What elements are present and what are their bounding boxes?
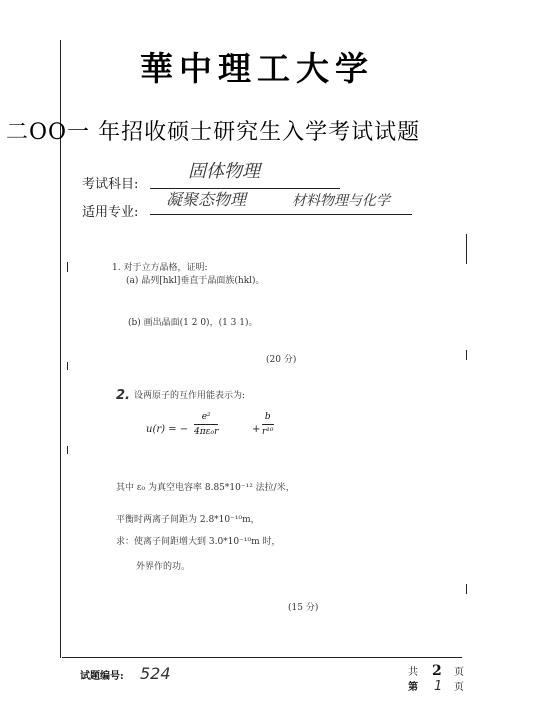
subject-underline	[150, 188, 340, 189]
bottom-border-line	[62, 657, 462, 658]
page-suffix: 页	[454, 682, 464, 693]
q2-fraction-1-denominator: 4πε₀r	[194, 427, 219, 437]
exam-code-label: 试题编号:	[80, 671, 124, 682]
q2-line-a: 其中 ε₀ 为真空电容率 8.85*10⁻¹² 法拉/米，	[116, 483, 295, 493]
university-name: 華中理工大学	[140, 49, 374, 88]
q2-fraction-1-bar	[194, 424, 218, 425]
q1-part-a: (a) 晶列[hkl]垂直于晶面族(hkl)。	[126, 276, 265, 286]
exam-title: 二OO一 年招收硕士研究生入学考试试题	[6, 120, 421, 145]
q2-formula-plus: +	[252, 424, 261, 435]
q2-line-d: 外界作的功。	[136, 562, 191, 572]
q1-points: (20 分)	[266, 355, 297, 365]
page-prefix: 第	[408, 682, 418, 693]
subject-value: 固体物理	[188, 161, 260, 182]
major-value-2: 材料物理与化学	[292, 193, 390, 209]
q2-line-c: 求：使离子间距增大到 3.0*10⁻¹⁰m 时，	[116, 537, 281, 547]
right-tick-2	[466, 584, 467, 594]
left-tick-2	[67, 362, 68, 370]
q2-fraction-1	[194, 412, 218, 437]
total-pages-value: 2	[432, 663, 442, 679]
major-label: 适用专业:	[82, 205, 139, 220]
subject-label: 考试科目:	[82, 177, 139, 192]
q2-intro: 设两原子的互作用能表示为:	[134, 391, 246, 401]
major-value-1: 凝聚态物理	[166, 190, 247, 209]
q2-formula-lhs: u(r) = −	[146, 424, 189, 435]
major-underline	[150, 214, 412, 215]
left-tick-3	[67, 446, 68, 454]
page-value: 1	[434, 679, 443, 694]
q1-intro: 1. 对于立方晶格，证明:	[112, 263, 208, 273]
q2-fraction-2-denominator: r¹⁰	[262, 427, 274, 437]
q2-fraction-2-bar	[262, 424, 274, 425]
left-tick-1	[67, 262, 68, 272]
right-border-mark	[466, 234, 467, 264]
q2-fraction-2	[262, 412, 274, 437]
q2-line-b: 平衡时两离子间距为 2.8*10⁻¹⁰m，	[116, 515, 260, 525]
q2-fraction-2-numerator: b	[264, 412, 271, 422]
exam-code-value: 524	[140, 664, 171, 683]
q2-number: 2.	[116, 388, 130, 403]
total-pages-suffix: 页	[454, 667, 464, 678]
q2-points: (15 分)	[288, 603, 319, 613]
q2-fraction-1-numerator: e²	[201, 412, 211, 422]
right-tick-1	[466, 350, 467, 360]
q1-part-b: (b) 画出晶面(1 2 0)，(1 3 1)。	[128, 318, 258, 328]
total-pages-prefix: 共	[408, 667, 418, 678]
